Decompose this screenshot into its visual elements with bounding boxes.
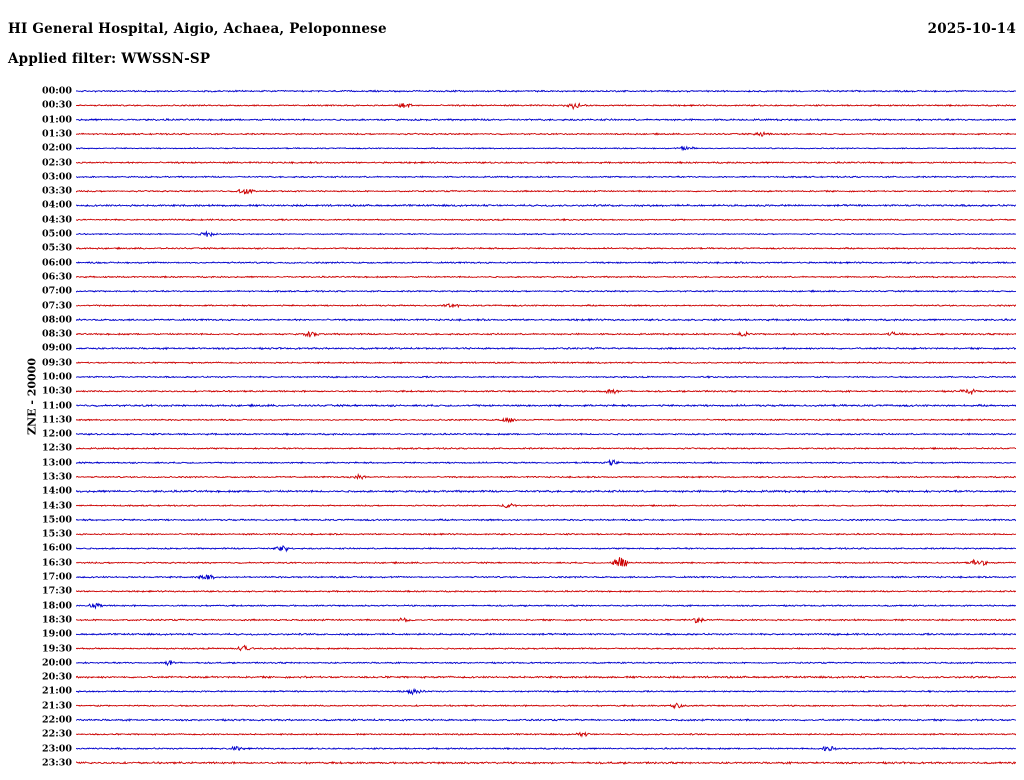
- trace-line: [76, 747, 1016, 751]
- time-tick-label: 15:30: [42, 528, 72, 540]
- trace-line: [76, 119, 1016, 121]
- trace-line: [76, 557, 1016, 566]
- time-tick-label: 04:30: [42, 214, 72, 226]
- trace-line: [76, 347, 1016, 349]
- trace-line: [76, 603, 1016, 608]
- time-tick-label: 04:00: [42, 199, 72, 211]
- trace-line: [76, 676, 1016, 678]
- trace-line: [76, 262, 1016, 264]
- time-tick-label: 06:00: [42, 256, 72, 268]
- time-tick-label: 11:30: [42, 414, 72, 426]
- trace-line: [76, 490, 1016, 492]
- trace-line: [76, 646, 1016, 651]
- time-tick-label: 16:30: [42, 557, 72, 569]
- time-tick-label: 02:00: [42, 142, 72, 154]
- time-tick-label: 01:00: [42, 113, 72, 125]
- trace-line: [76, 733, 1016, 737]
- trace-line: [76, 703, 1016, 708]
- time-tick-label: 12:00: [42, 428, 72, 440]
- time-tick-label: 16:00: [42, 542, 72, 554]
- y-axis-label: ZNE - 20000: [25, 358, 39, 435]
- time-tick-label: 02:30: [42, 156, 72, 168]
- recording-date: 2025-10-14: [927, 21, 1016, 37]
- time-tick-label: 07:30: [42, 299, 72, 311]
- time-tick-label: 03:30: [42, 185, 72, 197]
- time-tick-label: 19:30: [42, 642, 72, 654]
- time-tick-label: 17:30: [42, 585, 72, 597]
- trace-line: [76, 219, 1016, 221]
- applied-filter-label: Applied filter: WWSSN-SP: [8, 51, 211, 67]
- time-tick-label: 08:30: [42, 328, 72, 340]
- trace-line: [76, 448, 1016, 450]
- trace-line: [76, 189, 1016, 194]
- trace-line: [76, 618, 1016, 623]
- trace-line: [76, 103, 1016, 109]
- trace-line: [76, 304, 1016, 308]
- time-tick-label: 06:30: [42, 271, 72, 283]
- trace-line: [76, 132, 1016, 136]
- time-tick-label: 03:00: [42, 171, 72, 183]
- trace-line: [76, 689, 1016, 694]
- trace-line: [76, 762, 1016, 764]
- trace-line: [76, 661, 1016, 665]
- time-tick-label: 23:30: [42, 757, 72, 769]
- time-tick-label: 14:00: [42, 485, 72, 497]
- time-tick-label: 22:00: [42, 714, 72, 726]
- trace-line: [76, 504, 1016, 508]
- trace-line: [76, 389, 1016, 394]
- page-title: HI General Hospital, Aigio, Achaea, Peloponnese: [8, 21, 387, 37]
- trace-line: [76, 176, 1016, 178]
- time-tick-label: 17:00: [42, 571, 72, 583]
- time-tick-label: 01:30: [42, 128, 72, 140]
- time-tick-label: 21:30: [42, 699, 72, 711]
- time-tick-label: 09:30: [42, 356, 72, 368]
- time-tick-label: 18:00: [42, 599, 72, 611]
- trace-line: [76, 362, 1016, 364]
- trace-line: [76, 290, 1016, 292]
- time-tick-label: 09:00: [42, 342, 72, 354]
- time-tick-label: 19:00: [42, 628, 72, 640]
- time-tick-label: 22:30: [42, 728, 72, 740]
- time-tick-label: 23:00: [42, 742, 72, 754]
- time-tick-label: 07:00: [42, 285, 72, 297]
- trace-line: [76, 376, 1016, 378]
- time-tick-label: 13:30: [42, 471, 72, 483]
- trace-line: [76, 719, 1016, 721]
- time-tick-label: 05:00: [42, 228, 72, 240]
- time-tick-label: 15:00: [42, 514, 72, 526]
- trace-line: [76, 204, 1016, 206]
- time-tick-label: 05:30: [42, 242, 72, 254]
- trace-line: [76, 433, 1016, 435]
- time-tick-label: 14:30: [42, 499, 72, 511]
- time-tick-label: 20:00: [42, 657, 72, 669]
- time-tick-label: 21:00: [42, 685, 72, 697]
- seismogram-plot: [42, 84, 1016, 770]
- trace-line: [76, 232, 1016, 237]
- trace-line: [76, 248, 1016, 250]
- trace-line: [76, 90, 1016, 92]
- time-tick-label: 11:00: [42, 399, 72, 411]
- time-tick-label: 10:00: [42, 371, 72, 383]
- trace-line: [76, 546, 1016, 551]
- trace-line: [76, 475, 1016, 479]
- trace-line: [76, 276, 1016, 278]
- trace-line: [76, 533, 1016, 535]
- time-tick-label: 20:30: [42, 671, 72, 683]
- trace-line: [76, 591, 1016, 593]
- trace-line: [76, 633, 1016, 635]
- time-tick-label: 10:30: [42, 385, 72, 397]
- trace-line: [76, 519, 1016, 521]
- trace-line: [76, 418, 1016, 422]
- trace-line: [76, 162, 1016, 164]
- trace-line: [76, 319, 1016, 321]
- trace-canvas: [76, 84, 1016, 770]
- trace-line: [76, 575, 1016, 579]
- trace-line: [76, 460, 1016, 465]
- time-tick-label: 00:30: [42, 99, 72, 111]
- trace-line: [76, 147, 1016, 150]
- time-tick-label: 12:30: [42, 442, 72, 454]
- time-tick-label: 00:00: [42, 85, 72, 97]
- trace-line: [76, 405, 1016, 407]
- time-tick-label: 18:30: [42, 614, 72, 626]
- trace-line: [76, 332, 1016, 337]
- time-tick-label: 13:00: [42, 456, 72, 468]
- time-tick-label: 08:00: [42, 314, 72, 326]
